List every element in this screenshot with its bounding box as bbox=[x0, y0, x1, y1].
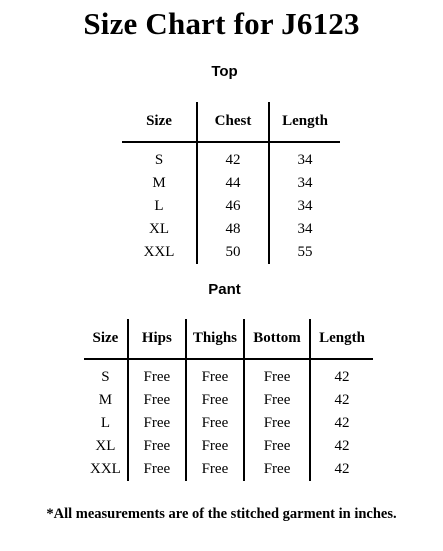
table-cell: 50 bbox=[197, 241, 269, 264]
table-cell: Free bbox=[186, 458, 244, 481]
table-row bbox=[122, 195, 340, 218]
column-header-thighs: Thighs bbox=[186, 319, 244, 359]
table-cell: 48 bbox=[197, 218, 269, 241]
table-cell: XL bbox=[122, 218, 197, 241]
table-cell: 42 bbox=[334, 438, 350, 454]
table-cell: Free bbox=[186, 412, 244, 435]
table-cell: Free bbox=[128, 458, 186, 481]
table-cell: S bbox=[84, 359, 128, 389]
table-cell: Free bbox=[128, 435, 186, 458]
table-header-row bbox=[122, 102, 340, 142]
table-cell: Free bbox=[244, 389, 310, 412]
column-header-hips: Hips bbox=[128, 319, 186, 359]
page-title: Size Chart for J6123 bbox=[83, 6, 360, 41]
table-header-row bbox=[84, 319, 373, 359]
table-cell: Free bbox=[244, 458, 310, 481]
table-row bbox=[84, 435, 373, 458]
table-cell: Free bbox=[244, 359, 310, 389]
top-section-title: Top bbox=[211, 63, 238, 80]
table-cell: XL bbox=[84, 435, 128, 458]
column-header-size: Size bbox=[122, 102, 197, 142]
table-cell: XXL bbox=[122, 241, 197, 264]
table-row bbox=[122, 142, 340, 172]
table-cell: Free bbox=[186, 435, 244, 458]
table-cell: 42 bbox=[334, 392, 350, 408]
table-cell: Free bbox=[186, 389, 244, 412]
column-header-length: Length bbox=[310, 319, 373, 359]
table-cell: L bbox=[122, 195, 197, 218]
table-cell: Free bbox=[244, 412, 310, 435]
top-size-table bbox=[122, 102, 340, 264]
table-cell: 42 bbox=[334, 461, 350, 477]
table-cell: 34 bbox=[297, 221, 313, 237]
table-cell: M bbox=[84, 389, 128, 412]
table-cell: 34 bbox=[297, 198, 313, 214]
table-cell: Free bbox=[128, 412, 186, 435]
table-row bbox=[84, 458, 373, 481]
table-row bbox=[84, 389, 373, 412]
table-row bbox=[84, 359, 373, 389]
table-cell: 34 bbox=[297, 175, 313, 191]
table-row bbox=[122, 241, 340, 264]
table-row bbox=[122, 218, 340, 241]
table-cell: 44 bbox=[197, 172, 269, 195]
table-cell: L bbox=[84, 412, 128, 435]
table-cell: M bbox=[122, 172, 197, 195]
table-cell: 34 bbox=[297, 152, 313, 168]
table-cell: Free bbox=[186, 359, 244, 389]
table-cell: 42 bbox=[334, 369, 350, 385]
column-header-bottom: Bottom bbox=[244, 319, 310, 359]
table-cell: Free bbox=[244, 435, 310, 458]
table-cell: 46 bbox=[197, 195, 269, 218]
table-cell: 55 bbox=[297, 244, 313, 260]
table-cell: Free bbox=[128, 389, 186, 412]
table-cell: 42 bbox=[197, 142, 269, 172]
pant-section-title: Pant bbox=[208, 281, 241, 298]
table-cell: S bbox=[122, 142, 197, 172]
column-header-chest: Chest bbox=[197, 102, 269, 142]
column-header-length: Length bbox=[269, 102, 340, 142]
table-row bbox=[84, 412, 373, 435]
table-cell: Free bbox=[128, 359, 186, 389]
pant-size-table bbox=[84, 319, 373, 481]
measurement-footnote: *All measurements are of the stitched garment in inches. bbox=[46, 506, 397, 522]
table-row bbox=[122, 172, 340, 195]
column-header-size: Size bbox=[84, 319, 128, 359]
table-cell: 42 bbox=[334, 415, 350, 431]
table-cell: XXL bbox=[84, 458, 128, 481]
